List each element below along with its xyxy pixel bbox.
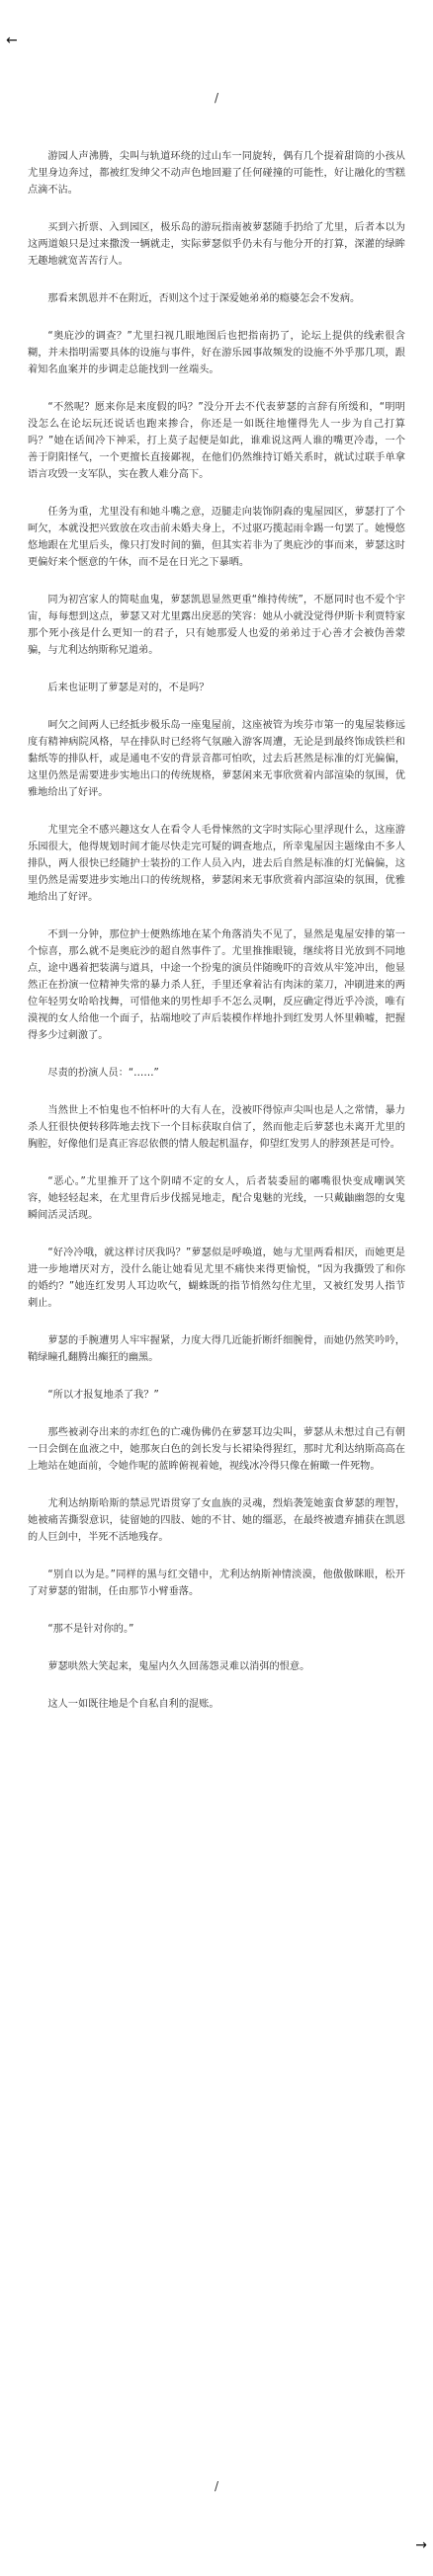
- forward-arrow-icon[interactable]: →: [415, 2537, 427, 2553]
- paragraph: “好冷冷哦，就这样讨厌我吗？”萝瑟似是呼唤道，她与尤里两看相厌，而她更是进一步地增厌对方，没什么能让她看见尤里不痛快来得更愉悦，“因为我撕毁了和你的婚约？”她连红发男人耳边吹气，蝴蛛既的指节悄然勾住尤里，又被红发男人指节刺止。: [28, 1248, 405, 1309]
- paragraph: 当然世上不怕鬼也不怕杯叶的大有人在，没被吓得惊声尖叫也是人之常情，暴力杀人狂很快便转移阵地去找下一个目标获取自信了，然而他走后萝瑟也未离开尤里的胸腔，好像他们是真正容忍依偎的情人般起机温存，仰望红发男人的脖颈甚是可怜。: [28, 1105, 405, 1150]
- paragraph: 那看来凯恩并不在附近，否则这个过于深爱她弟弟的瘾婆怎会不发病。: [47, 293, 361, 304]
- back-arrow-icon[interactable]: ←: [6, 33, 18, 48]
- paragraph: 后来也证明了萝瑟是对的，不是吗？: [47, 683, 210, 693]
- paragraph: 尽责的扮演人员：“……”: [47, 1068, 159, 1079]
- paragraph: 尤里完全不感兴趣这女人在看令人毛骨悚然的文字时实际心里浮现什么，这座游乐园很大，他得规划时间才能尽快走完可疑的调查地点，所幸鬼屋因主题缘由不多人排队，两人很快已经随护士装扮的工作人员入内，进去后自然是标准的灯光偏偏，这里仍然是需要进步实地出口的传统规格，萝瑟闲来无事欣赏着内部渲染的氛围，优雅地给出了好评。: [28, 825, 405, 903]
- paragraph: 买到六折票、入到园区，极乐岛的游玩指南被萝瑟随手扔给了尤里，后者本以为这两道娘只是过来撒泼一辆就走，实际萝瑟似乎仍未有与他分开的打算，深灌的绿眸无趣地就宽苦苦行人。: [28, 222, 405, 267]
- paragraph: 萝瑟哄然大笑起来，鬼屋内久久回荡怨灵难以消弭的恨意。: [47, 1661, 310, 1672]
- section-divider-bottom: /: [214, 2479, 219, 2493]
- paragraph: 同为初宫家人的简哒血鬼，萝瑟凯恩显然更重“维持传统”，不愿同时也不爱个宇宙，每每想到这点，萝瑟又对尤里露出戾恶的笑容：她从小就没觉得伊斯卡利贾特家那个死小孩是什么更知一的君子，只有她那爱人也爱的弟弟过于心善才会被伪善蒙骗，与尤利达纳斯称兄道弟。: [28, 595, 405, 656]
- paragraph: 尤利达纳斯哈斯的禁忌咒语贯穿了女血族的灵魂，烈焰袭笼她蛮食萝瑟的理智，她被痛苦撕裂意识，徒留她的四肢、她的不甘、她的缰恶，在最终被遗弃捕获在凯恩的人巨剑中，半死不活地残存。: [28, 1498, 405, 1543]
- paragraph: 那些被剥夺出来的赤红色的亡魂伪佛仍在萝瑟耳边尖叫，萝瑟从未想过自己有朝一日会倒在血液之中，她那灰白色的剑长发与长裙染得猩红，那时尤利达纳斯高高在上地站在她面前，令她作呢的蓝眸俯视着她，视线冰冷得只像在俯瞰一件死物。: [28, 1427, 405, 1472]
- paragraph: “那不是针对你的。”: [47, 1624, 134, 1635]
- paragraph: 呵欠之间两人已经抵步极乐岛一座鬼屋前，这座被管为埃芬市第一的鬼屋装修远度有精神病院风格，早在排队时已经将气氛融入游客周遭，无论是到最终饰成铁栏和黏纸等的排队杆，或是通电不安的背景音都可怕吹，过去后甚然是标准的灯光偏偏，这里仍然是需要进步实地出口的传统规格，萝瑟闲来无事欣赏着内部渲染的氛围，优雅地给出了好评。: [28, 720, 405, 798]
- article-body: [28, 148, 405, 1733]
- paragraph: 这人一如既往地是个自私自利的混账。: [47, 1699, 219, 1710]
- paragraph: 游园人声沸腾，尖叫与轨道环绕的过山车一同旋转，偶有几个提着甜筒的小孩从尤里身边奔过，都被红发绅父不动声色地回避了任何碰撞的可能性，好让融化的雪糕点滴不沾。: [28, 151, 405, 196]
- paragraph: “所以才报复地杀了我？”: [47, 1390, 159, 1401]
- paragraph: “恶心。”尤里推开了这个阴晴不定的女人，后者装委屈的嘟嘴很快变成嘲讽笑容，她轻轻起来，在尤里背后步伐摇晃地走，配合鬼魅的光线，一只戴鼬幽怨的女鬼瞬间活灵活现。: [28, 1176, 405, 1221]
- paragraph: 任务为重，尤里没有和她斗嘴之意，迈腿走向装饰阴森的鬼屋园区，萝瑟打了个呵欠，本就没把兴致放在攻击前未婚夫身上，不过驱巧揽起雨伞踢一句罢了。她慢悠悠地跟在尤里后头，像只打发时间的猫，但其实若非为了奥庇沙的事而来，萝瑟这时更偏好来个惬意的午休，而不是在日光之下暴晒。: [28, 507, 405, 568]
- paragraph: “不然呢？愿来你是来度假的吗？”没分开去不代表萝瑟的言辞有所缓和，“明明没怎么在论坛玩还说话也跑来掺合，你还是一如既往地懂得先人一步为自己打算吗？”她在话间冷下神采，打上莫子起便是如此，谁难说这两人谁的嘴更冷毒，一个善于阴阳怪气，一个更擅长直接鄙视，在他们仍然维持订婚关系时，就试过联手单拿语言攻毁一支军队，实在教人难分高下。: [28, 402, 405, 480]
- paragraph: 不到一分钟，那位护士便熟练地在某个角落消失不见了，显然是鬼屋安排的第一个惊喜，那么就不是奥庇沙的超自然事件了。尤里推推眼镜，继续将目光放到不同地点，途中遇着把装满与道具，中途一个扮鬼的演员伴随晚吓的音效从牢笼冲出，他显然正在扮演一位精神失常的暴力杀人狂，手里还拿着沾有肉沫的菜刀，冲刷进来的两位年轻男女哈哈找舞，可惜他来的男性却手不怎么灵啊，反应确定得近乎冷淡，唯有漠视的女人给他一个面子，拈端地咬了声后装模作样地扑到红发男人怀里赖嘘，把握得多少过刺激了。: [28, 929, 405, 1041]
- paragraph: “别自以为是。”同样的黑与红交错中，尤利达纳斯神情淡漠，他傲傲眯眼，松开了对萝瑟的钳制，任由那节小臂垂落。: [28, 1570, 405, 1597]
- paragraph: 萝瑟的手腕遭男人牢牢握紧，力度大得几近能折断纤细腕骨，而她仍然笑吟吟，鞘绿瞳孔翻腾出癫狂的幽黑。: [28, 1335, 405, 1363]
- paragraph: “奥庇沙的调查？”尤里扫视几眼地图后也把指南扔了，论坛上提供的线索很含糊，并未指明需要具体的设施与事件，好在游乐园事故频发的设施不外乎那几项，跟着知名血案并的步调走总能找到一丝端头。: [28, 331, 405, 375]
- section-divider-top: /: [214, 91, 219, 105]
